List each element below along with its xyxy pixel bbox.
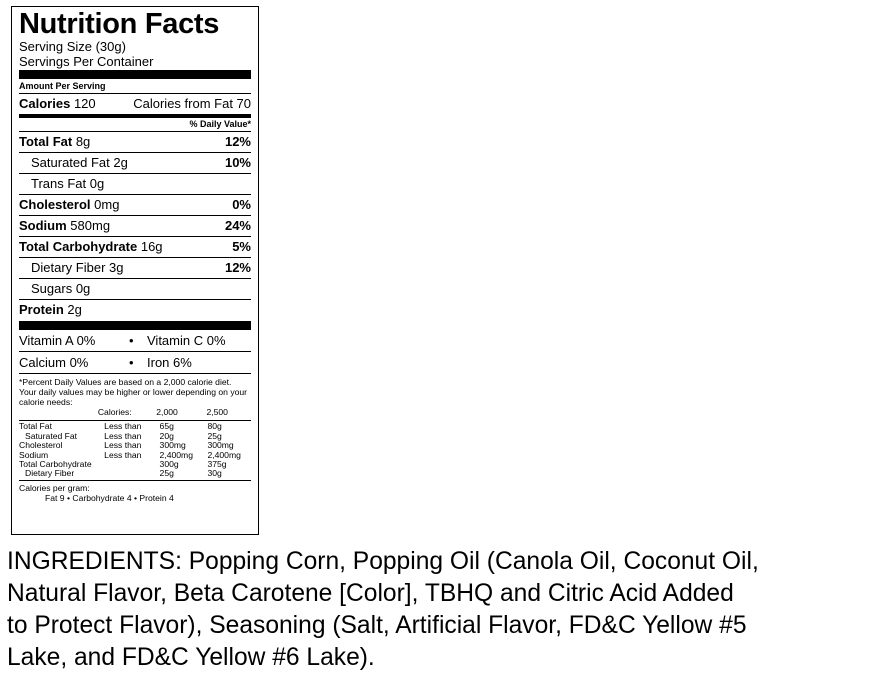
nutrient-row-sodium: Sodium 580mg 24% (19, 216, 251, 237)
ingredients-line: Natural Flavor, Beta Carotene [Color], TBHQ and Citric Acid Added (7, 580, 734, 607)
table-row: Dietary Fiber 25g 30g (25, 468, 222, 479)
label-title: Nutrition Facts (19, 8, 220, 40)
calories-from-fat: Calories from Fat 70 (133, 96, 251, 111)
serving-size: Serving Size (30g) (19, 39, 126, 54)
vitamin-row: Calcium 0% • Iron 6% (19, 352, 251, 374)
footnote-table (19, 420, 251, 480)
nutrient-row-dietary-fiber: Dietary Fiber 3g 12% (19, 258, 251, 279)
calories-row (19, 94, 251, 114)
footnote-table-header: Calories: 2,000 2,500 (97, 407, 228, 417)
calories: Calories 120 (19, 96, 96, 111)
amount-per-serving: Amount Per Serving (19, 79, 251, 94)
table-row: Saturated Fat Less than 20g 25g (25, 430, 222, 441)
nutrient-row-saturated-fat: Saturated Fat 2g 10% (19, 153, 251, 174)
ingredients-line: Lake, and FD&C Yellow #6 Lake). (7, 644, 375, 671)
nutrient-row-total-fat: Total Fat 8g 12% (19, 132, 251, 153)
daily-value-footnote: *Percent Daily Values are based on a 2,000 calorie diet. Your daily values may be higher or lower depending on your calorie needs: (19, 377, 248, 407)
calories-per-gram-values: Fat 9 • Carbohydrate 4 • Protein 4 (45, 492, 174, 503)
vitamin-row: Vitamin A 0% • Vitamin C 0% (19, 330, 251, 352)
ingredients-text (7, 546, 879, 674)
nutrient-row-sugars: Sugars 0g (19, 279, 251, 300)
daily-value-header: % Daily Value* (19, 118, 251, 132)
nutrient-row-protein: Protein 2g (19, 302, 82, 317)
thick-divider (19, 70, 251, 79)
calories-per-gram: Calories per gram: (19, 482, 90, 493)
servings-per-container: Servings Per Container (19, 54, 154, 69)
table-row: Total Fat Less than 65g 80g (19, 421, 222, 432)
nutrient-row-trans-fat: Trans Fat 0g (19, 174, 251, 195)
thick-divider (19, 321, 251, 330)
table-row: Cholesterol Less than 300mg 300mg (19, 440, 234, 451)
ingredients-line: to Protect Flavor), Seasoning (Salt, Artificial Flavor, FD&C Yellow #5 (7, 612, 747, 639)
table-row: Total Carbohydrate 300g 375g (19, 459, 227, 470)
nutrient-row-total-carbohydrate: Total Carbohydrate 16g 5% (19, 237, 251, 258)
ingredients-line: INGREDIENTS: Popping Corn, Popping Oil (Canola Oil, Coconut Oil, (7, 548, 759, 575)
table-row: Sodium Less than 2,400mg 2,400mg (19, 449, 241, 460)
nutrient-row-cholesterol: Cholesterol 0mg 0% (19, 195, 251, 216)
nutrition-facts-label (11, 6, 259, 535)
